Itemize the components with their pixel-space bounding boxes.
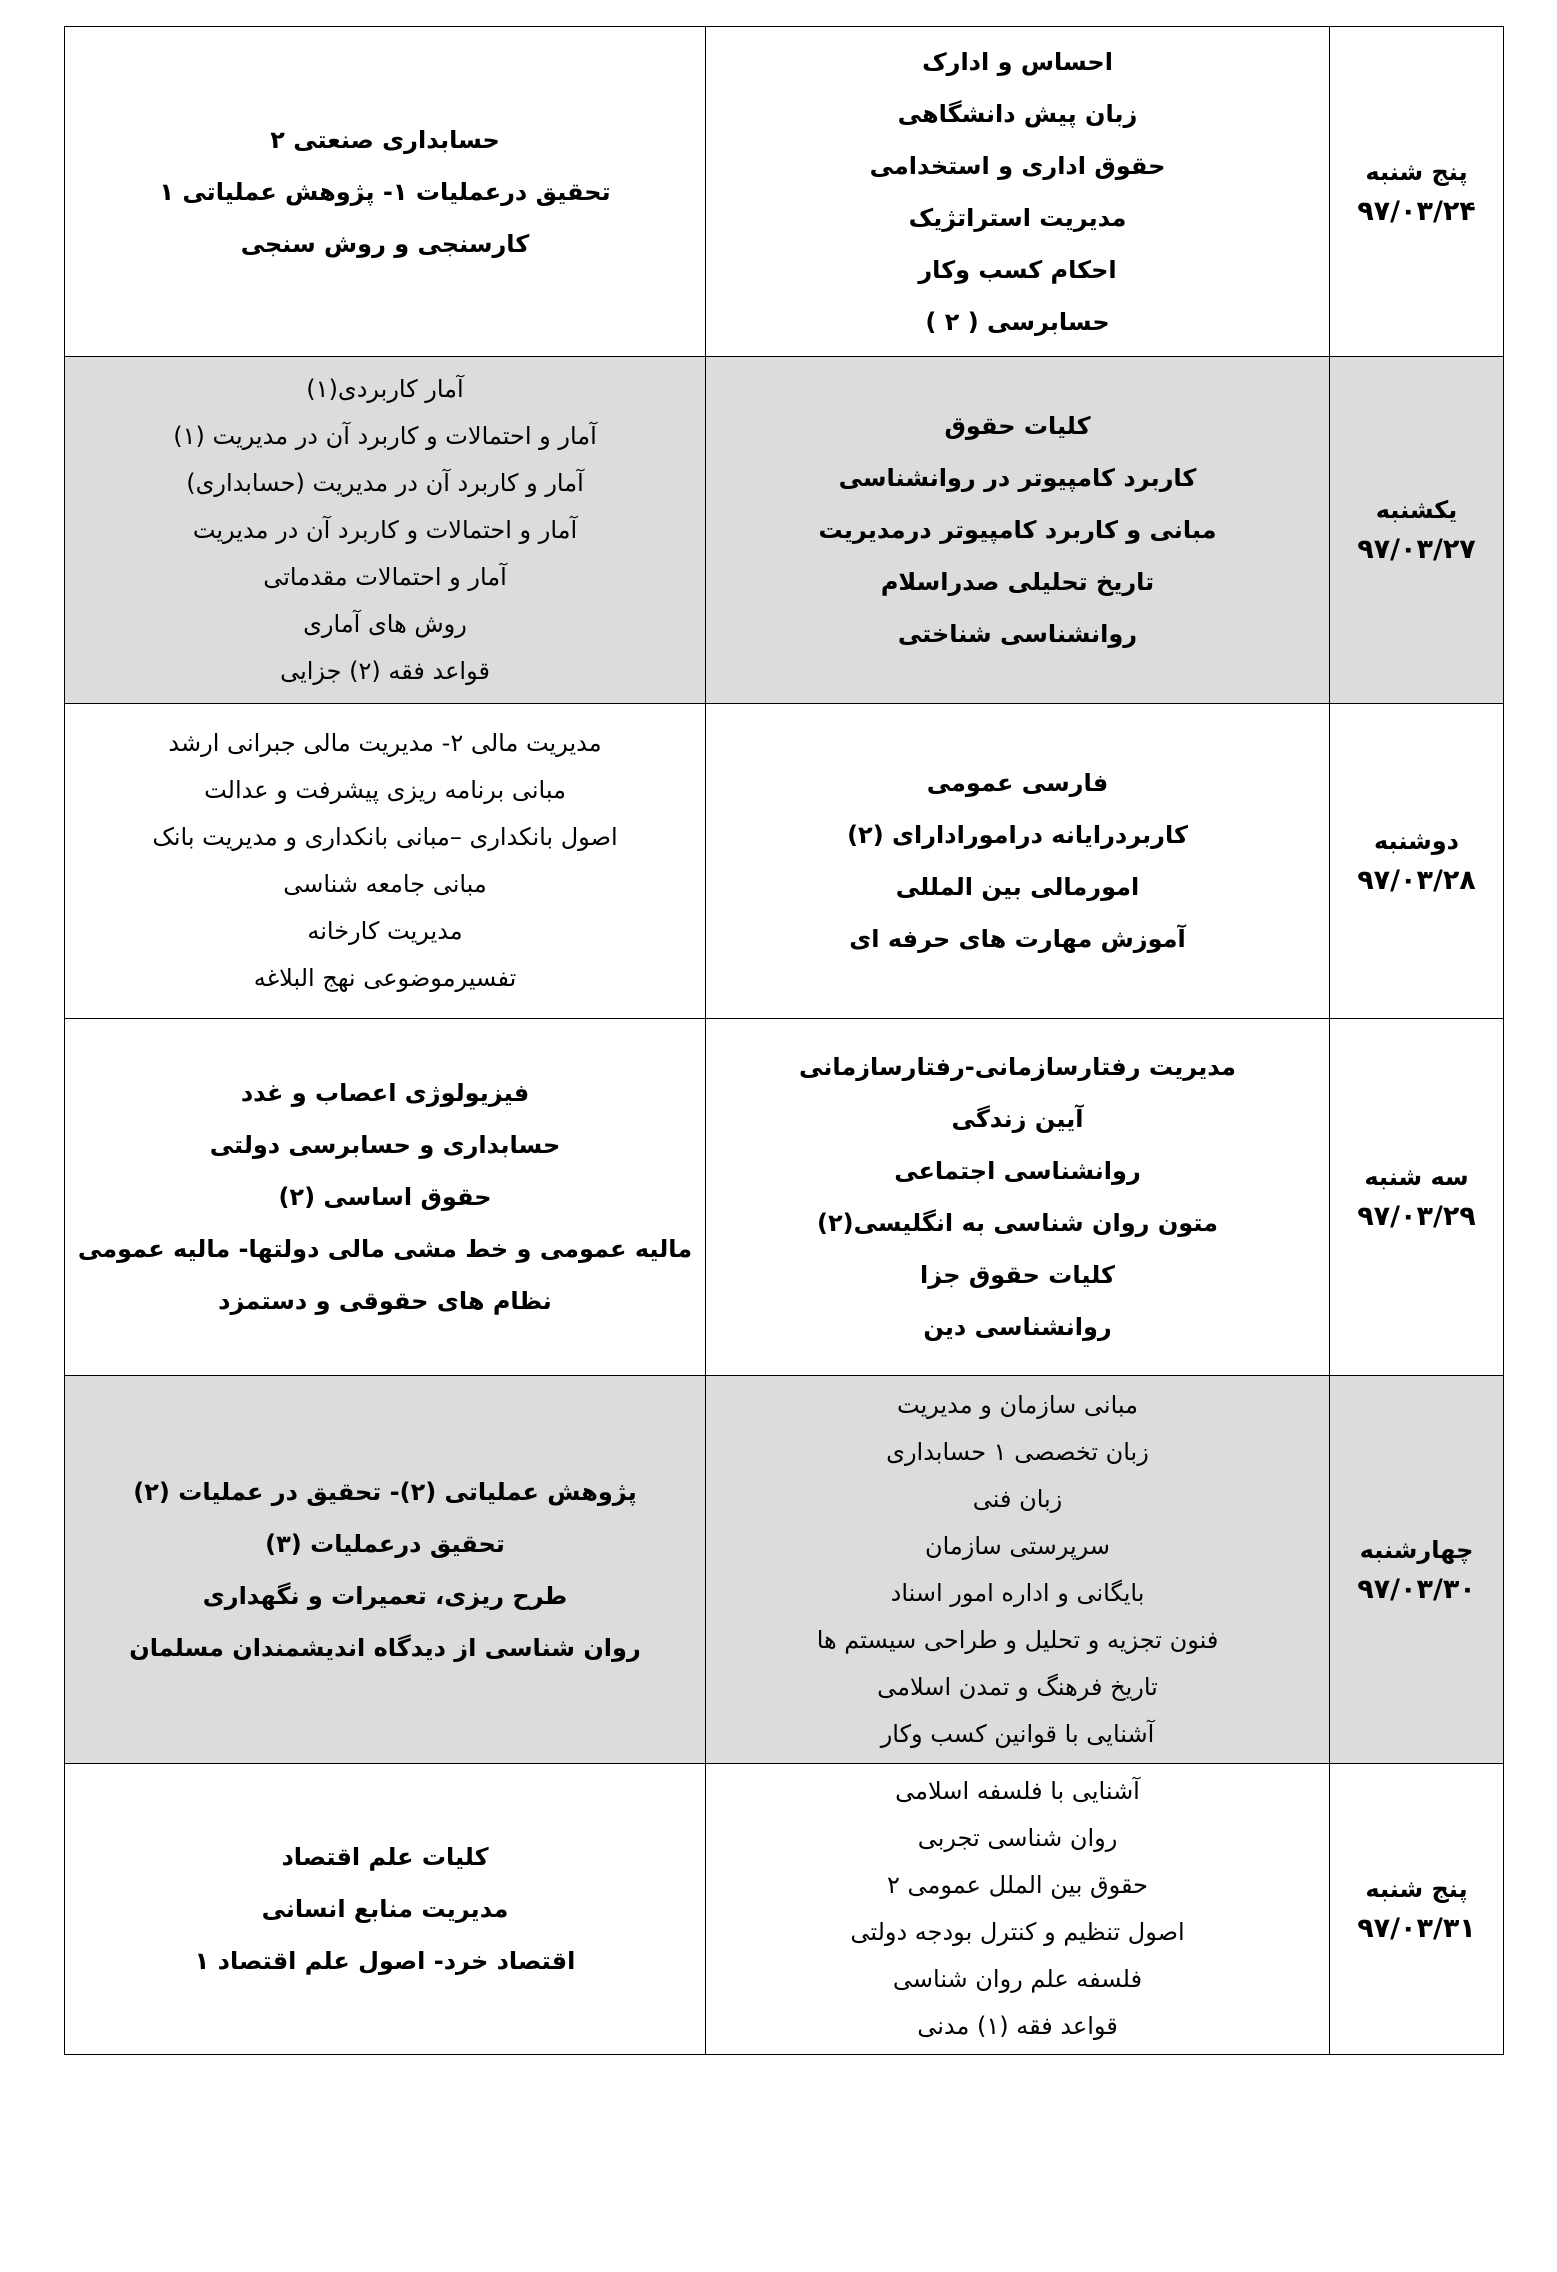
day-cell xyxy=(1330,1019,1504,1376)
course-name: فیزیولوژی اعصاب و غدد xyxy=(240,1079,530,1107)
course-name: روان شناسی تجربی xyxy=(917,1824,1118,1852)
course-name: حقوق اساسی (۲) xyxy=(278,1183,492,1211)
day-name: یکشنبه xyxy=(1375,496,1458,524)
course-name: زبان پیش دانشگاهی xyxy=(897,99,1138,128)
course-name: قواعد فقه (۱) مدنی xyxy=(917,2012,1118,2040)
second-session-cell xyxy=(65,1019,706,1376)
course-name: حسابرسی ( ۲ ) xyxy=(925,307,1110,336)
schedule-row xyxy=(65,1764,1504,2055)
course-name: روان شناسی از دیدگاه اندیشمندان مسلمان xyxy=(129,1633,641,1662)
course-name: مدیریت رفتارسازمانی-رفتارسازمانی xyxy=(799,1053,1236,1081)
course-name: مالیه عمومی و خط مشی مالی دولتها- مالیه عمومی xyxy=(77,1235,693,1263)
course-name: طرح ریزی، تعمیرات و نگهداری xyxy=(202,1581,568,1610)
course-name: مدیریت کارخانه xyxy=(307,917,463,945)
course-name: آمار و احتمالات مقدماتی xyxy=(263,562,507,591)
course-name: کاربرد کامپیوتر در روانشناسی xyxy=(838,464,1197,492)
day-cell xyxy=(1330,704,1504,1019)
course-name: آمار کاربردی(۱) xyxy=(306,374,464,403)
schedule-row xyxy=(65,1376,1504,1764)
second-session-cell xyxy=(65,1764,706,2055)
exam-schedule-table xyxy=(64,26,1504,2055)
schedule-row xyxy=(65,357,1504,704)
course-name: کلیات علم اقتصاد xyxy=(281,1843,489,1871)
day-name: پنج شنبه xyxy=(1365,157,1468,186)
exam-date: ۹۷/۰۳/۳۱ xyxy=(1357,1913,1476,1944)
schedule-row xyxy=(65,704,1504,1019)
course-name: حقوق بین الملل عمومی ۲ xyxy=(886,1871,1149,1899)
second-session-cell xyxy=(65,27,706,357)
course-name: مدیریت مالی ۲- مدیریت مالی جبرانی ارشد xyxy=(168,729,602,757)
course-name: زبان تخصصی ۱ حسابداری xyxy=(886,1437,1149,1466)
exam-date: ۹۷/۰۳/۲۹ xyxy=(1357,1201,1476,1232)
day-cell xyxy=(1330,357,1504,704)
second-session-cell xyxy=(65,357,706,704)
course-name: کارسنجی و روش سنجی xyxy=(240,229,530,258)
course-name: کلیات حقوق جزا xyxy=(920,1261,1115,1289)
course-name: اصول بانکداری –مبانی بانکداری و مدیریت بانک xyxy=(152,823,618,851)
day-cell xyxy=(1330,27,1504,357)
course-name: امورمالی بین المللی xyxy=(895,873,1140,901)
day-cell xyxy=(1330,1764,1504,2055)
course-name: کاربردرایانه درامورادارای (۲) xyxy=(847,821,1188,849)
exam-date: ۹۷/۰۳/۳۰ xyxy=(1357,1573,1476,1605)
course-name: فلسفه علم روان شناسی xyxy=(892,1965,1143,1993)
course-name: مدیریت استراتژیک xyxy=(908,203,1127,232)
course-name: سرپرستی سازمان xyxy=(924,1531,1111,1560)
course-name: روانشناسی دین xyxy=(923,1313,1112,1341)
day-name: سه شنبه xyxy=(1364,1163,1469,1191)
schedule-row xyxy=(65,27,1504,357)
course-name: احساس و ادارک xyxy=(922,47,1113,76)
course-name: تفسیرموضوعی نهج البلاغه xyxy=(253,964,517,992)
day-name: پنج شنبه xyxy=(1365,1875,1468,1903)
course-name: آشنایی با قوانین کسب وکار xyxy=(880,1719,1155,1748)
course-name: روانشناسی اجتماعی xyxy=(894,1157,1141,1185)
course-name: فنون تجزیه و تحلیل و طراحی سیستم ها xyxy=(816,1625,1219,1654)
course-name: اقتصاد خرد- اصول علم اقتصاد ۱ xyxy=(194,1947,576,1975)
first-session-cell xyxy=(706,357,1330,704)
course-name: بایگانی و اداره امور اسناد xyxy=(890,1578,1145,1607)
course-name: متون روان شناسی به انگلیسی(۲) xyxy=(817,1209,1218,1237)
course-name: حقوق اداری و استخدامی xyxy=(869,151,1166,180)
course-name: کلیات حقوق xyxy=(944,412,1091,440)
first-session-cell xyxy=(706,1376,1330,1764)
first-session-cell xyxy=(706,1764,1330,2055)
course-name: نظام های حقوقی و دستمزد xyxy=(218,1287,552,1315)
course-name: روانشناسی شناختی xyxy=(897,620,1138,648)
day-name: چهارشنبه xyxy=(1359,1535,1474,1564)
course-name: فارسی عمومی xyxy=(926,769,1109,797)
course-name: مدیریت منابع انسانی xyxy=(261,1895,509,1923)
second-session-cell xyxy=(65,1376,706,1764)
course-name: تحقیق درعملیات (۳) xyxy=(265,1529,505,1558)
course-name: مبانی جامعه شناسی xyxy=(283,870,487,898)
schedule-row xyxy=(65,1019,1504,1376)
course-name: تاریخ فرهنگ و تمدن اسلامی xyxy=(877,1672,1158,1701)
course-name: آمار و احتمالات و کاربرد آن در مدیریت (۱) xyxy=(173,421,597,450)
course-name: مبانی سازمان و مدیریت xyxy=(897,1390,1138,1419)
schedule-body xyxy=(65,27,1504,2055)
course-name: آموزش مهارت های حرفه ای xyxy=(849,925,1186,953)
first-session-cell xyxy=(706,1019,1330,1376)
exam-date: ۹۷/۰۳/۲۸ xyxy=(1357,865,1476,896)
course-name: تاریخ تحلیلی صدراسلام xyxy=(880,568,1155,596)
exam-date: ۹۷/۰۳/۲۷ xyxy=(1357,534,1476,565)
course-name: روش های آماری xyxy=(303,609,467,638)
course-name: مبانی برنامه ریزی پیشرفت و عدالت xyxy=(204,776,566,804)
course-name: اصول تنظیم و کنترل بودجه دولتی xyxy=(850,1918,1185,1946)
course-name: زبان فنی xyxy=(972,1484,1063,1513)
course-name: تحقیق درعملیات ۱- پژوهش عملیاتی ۱ xyxy=(159,177,611,206)
day-name: دوشنبه xyxy=(1374,827,1459,855)
course-name: آشنایی با فلسفه اسلامی xyxy=(895,1777,1140,1805)
course-name: آمار و کاربرد آن در مدیریت (حسابداری) xyxy=(186,468,584,497)
course-name: آمار و احتمالات و کاربرد آن در مدیریت xyxy=(192,515,578,544)
course-name: مبانی و کاربرد کامپیوتر درمدیریت xyxy=(818,516,1217,544)
course-name: احکام کسب وکار xyxy=(918,255,1117,284)
second-session-cell xyxy=(65,704,706,1019)
exam-date: ۹۷/۰۳/۲۴ xyxy=(1357,195,1476,227)
course-name: آیین زندگی xyxy=(951,1105,1084,1133)
first-session-cell xyxy=(706,704,1330,1019)
day-cell xyxy=(1330,1376,1504,1764)
course-name: پژوهش عملیاتی (۲)- تحقیق در عملیات (۲) xyxy=(133,1477,637,1506)
course-name: حسابداری و حسابرسی دولتی xyxy=(209,1131,561,1159)
first-session-cell xyxy=(706,27,1330,357)
course-name: قواعد فقه (۲) جزایی xyxy=(280,656,490,685)
course-name: حسابداری صنعتی ۲ xyxy=(270,125,500,154)
